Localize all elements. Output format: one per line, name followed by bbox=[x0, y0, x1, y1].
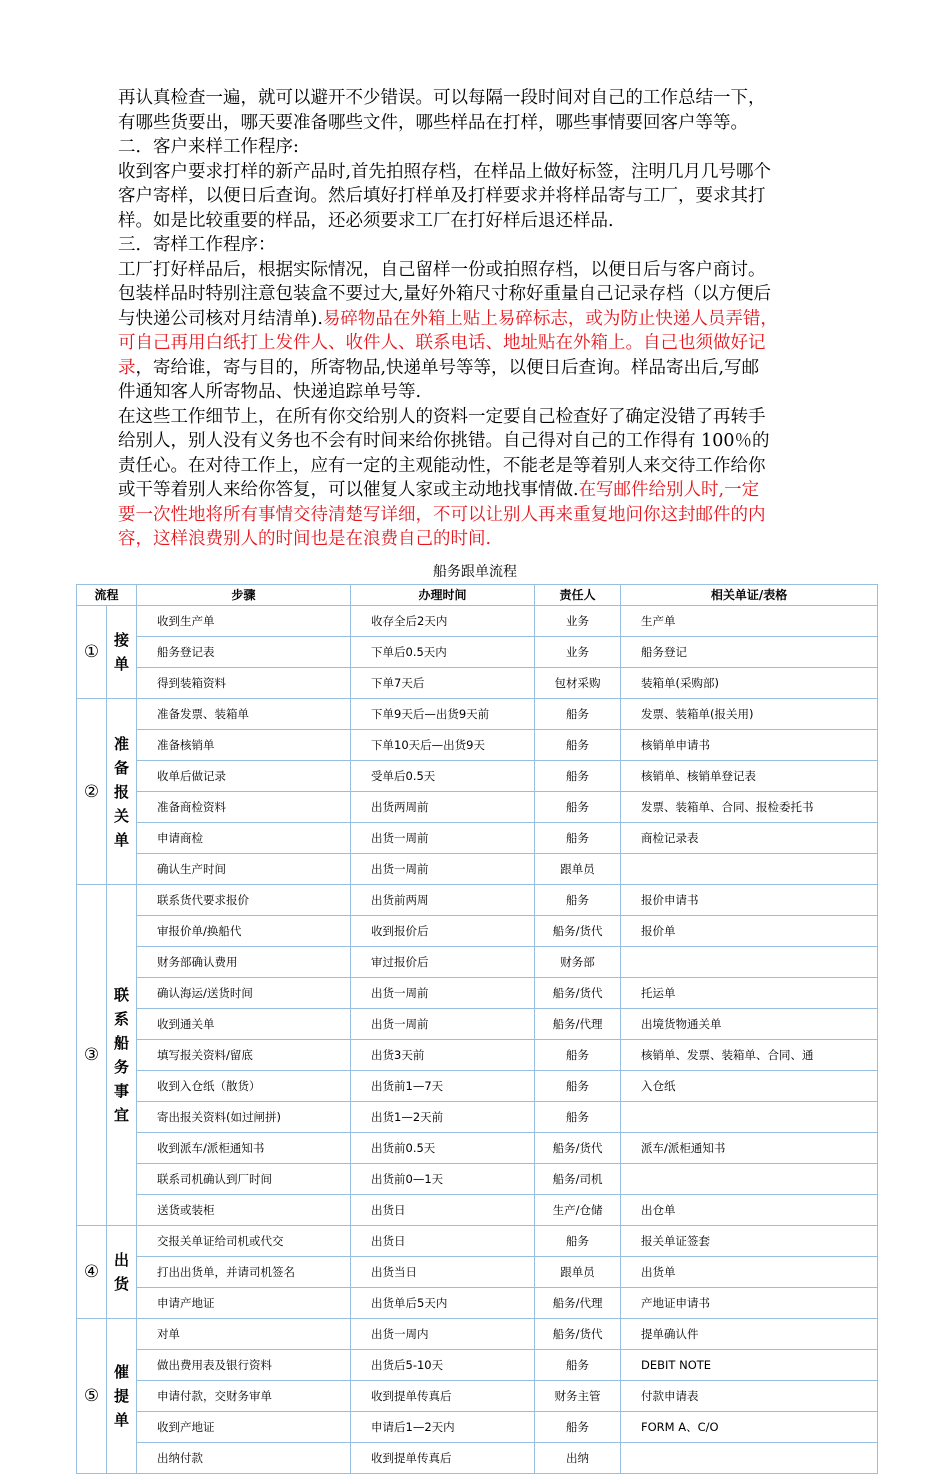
docs-cell: 提单确认件 bbox=[621, 1319, 878, 1350]
table-row bbox=[77, 1040, 878, 1071]
owner-cell: 船务 bbox=[535, 699, 621, 730]
table-row bbox=[77, 668, 878, 699]
owner-cell: 船务 bbox=[535, 1412, 621, 1443]
step-cell: 确认海运/送货时间 bbox=[137, 978, 351, 1009]
body-text: 再认真检查一遍，就可以避开不少错误。可以每隔一段时间对自己的工作总结一下， bbox=[118, 88, 766, 108]
time-cell: 出货前1—7天 bbox=[351, 1071, 535, 1102]
owner-cell: 包材采购 bbox=[535, 668, 621, 699]
docs-cell: 产地证申请书 bbox=[621, 1288, 878, 1319]
body-text: 收到客户要求打样的新产品时,首先拍照存档，在样品上做好标签，注明几月几号哪个 bbox=[118, 161, 772, 182]
owner-cell: 船务 bbox=[535, 1350, 621, 1381]
docs-cell: 发票、装箱单(报关用) bbox=[621, 699, 878, 730]
time-cell: 出货日 bbox=[351, 1195, 535, 1226]
paragraph-line bbox=[118, 356, 838, 381]
owner-cell: 船务 bbox=[535, 792, 621, 823]
time-cell: 出货1—2天前 bbox=[351, 1102, 535, 1133]
table-row bbox=[77, 1443, 878, 1474]
owner-cell: 出纳 bbox=[535, 1443, 621, 1474]
stage-name-text: 接单 bbox=[114, 631, 130, 673]
stage-number: ① bbox=[77, 606, 107, 699]
step-cell: 准备发票、装箱单 bbox=[137, 699, 351, 730]
time-cell: 出货一周前 bbox=[351, 823, 535, 854]
owner-cell: 船务 bbox=[535, 885, 621, 916]
docs-cell: 生产单 bbox=[621, 606, 878, 637]
header-time: 办理时间 bbox=[351, 585, 535, 606]
body-text: 样。如是比较重要的样品，还必须要求工厂在打好样后退还样品. bbox=[118, 210, 614, 231]
stage-name bbox=[107, 885, 137, 1226]
body-text: 或干等着别人来给你答复，可以催复人家或主动地找事情做. bbox=[118, 480, 579, 500]
owner-cell: 跟单员 bbox=[535, 854, 621, 885]
table-row bbox=[77, 1071, 878, 1102]
highlight-text: 易碎物品在外箱上贴上易碎标志，或为防止快递人员弄错， bbox=[322, 308, 778, 329]
owner-cell: 财务部 bbox=[535, 947, 621, 978]
table-row bbox=[77, 637, 878, 668]
table-row bbox=[77, 730, 878, 761]
time-cell: 出货前0.5天 bbox=[351, 1133, 535, 1164]
body-text: 客户寄样，以便日后查询。然后填好打样单及打样要求并将样品寄与工厂，要求其打 bbox=[118, 186, 766, 206]
time-cell: 出货一周内 bbox=[351, 1319, 535, 1350]
paragraph-line bbox=[118, 478, 838, 503]
docs-cell: 报关单证签套 bbox=[621, 1226, 878, 1257]
table-body bbox=[77, 606, 878, 1474]
time-cell: 审过报价后 bbox=[351, 947, 535, 978]
owner-cell: 生产/仓储 bbox=[535, 1195, 621, 1226]
paragraph-line bbox=[118, 86, 838, 111]
paragraph-line bbox=[118, 160, 838, 185]
stage-name bbox=[107, 606, 137, 699]
paragraph-line bbox=[118, 527, 838, 552]
body-text: ，寄给谁，寄与目的，所寄物品,快递单号等等，以便日后查询。样品寄出后,写邮 bbox=[135, 357, 760, 378]
body-text: 有哪些货要出，哪天要准备哪些文件，哪些样品在打样，哪些事情要回客户等等。 bbox=[118, 112, 748, 133]
step-cell: 船务登记表 bbox=[137, 637, 351, 668]
step-cell: 收到派车/派柜通知书 bbox=[137, 1133, 351, 1164]
paragraph-line bbox=[118, 282, 838, 307]
docs-cell: 出货单 bbox=[621, 1257, 878, 1288]
stage-name bbox=[107, 1319, 137, 1474]
time-cell: 下单9天后—出货9天前 bbox=[351, 699, 535, 730]
body-text: 在这些工作细节上，在所有你交给别人的资料一定要自己检查好了确定没错了再转手 bbox=[118, 406, 766, 427]
table-row bbox=[77, 885, 878, 916]
body-text: 二．客户来样工作程序: bbox=[118, 137, 299, 157]
table-row bbox=[77, 1412, 878, 1443]
time-cell: 出货两周前 bbox=[351, 792, 535, 823]
paragraph-line bbox=[118, 331, 838, 356]
time-cell: 出货当日 bbox=[351, 1257, 535, 1288]
step-cell: 寄出报关资料(如过闸拼) bbox=[137, 1102, 351, 1133]
time-cell: 收到报价后 bbox=[351, 916, 535, 947]
docs-cell bbox=[621, 854, 878, 885]
paragraph-line bbox=[118, 454, 838, 479]
owner-cell: 船务/货代 bbox=[535, 1133, 621, 1164]
table-row bbox=[77, 823, 878, 854]
table-row bbox=[77, 792, 878, 823]
table-row bbox=[77, 916, 878, 947]
stage-name-text: 联系船务事宜 bbox=[114, 986, 130, 1124]
owner-cell: 财务主管 bbox=[535, 1381, 621, 1412]
highlight-text: 在写邮件给别人时,一定 bbox=[578, 480, 760, 500]
time-cell: 收存全后2天内 bbox=[351, 606, 535, 637]
docs-cell: 发票、装箱单、合同、报检委托书 bbox=[621, 792, 878, 823]
step-cell: 收到产地证 bbox=[137, 1412, 351, 1443]
table-row bbox=[77, 1226, 878, 1257]
step-cell: 得到装箱资料 bbox=[137, 668, 351, 699]
body-text: 包装样品时特别注意包装盒不要过大,量好外箱尺寸称好重量自己记录存档（以方便后 bbox=[118, 284, 772, 304]
time-cell: 出货日 bbox=[351, 1226, 535, 1257]
docs-cell: 派车/派柜通知书 bbox=[621, 1133, 878, 1164]
docs-cell: 报价单 bbox=[621, 916, 878, 947]
table-row bbox=[77, 1381, 878, 1412]
table-row bbox=[77, 1195, 878, 1226]
body-text: 三．寄样工作程序： bbox=[118, 235, 276, 255]
docs-cell: 商检记录表 bbox=[621, 823, 878, 854]
stage-name-text: 出货 bbox=[114, 1251, 130, 1293]
owner-cell: 船务/货代 bbox=[535, 916, 621, 947]
table-row bbox=[77, 1164, 878, 1195]
time-cell: 出货前两周 bbox=[351, 885, 535, 916]
time-cell: 出货一周前 bbox=[351, 854, 535, 885]
table-row bbox=[77, 1350, 878, 1381]
stage-number: ⑤ bbox=[77, 1319, 107, 1474]
paragraph-line bbox=[118, 380, 838, 405]
text-block bbox=[118, 86, 838, 552]
time-cell: 申请后1—2天内 bbox=[351, 1412, 535, 1443]
owner-cell: 船务 bbox=[535, 1226, 621, 1257]
owner-cell: 船务 bbox=[535, 730, 621, 761]
table-row bbox=[77, 699, 878, 730]
owner-cell: 船务 bbox=[535, 1040, 621, 1071]
docs-cell: 付款申请表 bbox=[621, 1381, 878, 1412]
step-cell: 确认生产时间 bbox=[137, 854, 351, 885]
table-row bbox=[77, 1288, 878, 1319]
header-owner: 责任人 bbox=[535, 585, 621, 606]
stage-number: ② bbox=[77, 699, 107, 885]
owner-cell: 船务 bbox=[535, 823, 621, 854]
body-text: 件通知客人所寄物品、快递追踪单号等. bbox=[118, 382, 422, 402]
highlight-text: 可自己再用白纸打上发件人、收件人、联系电话、地址贴在外箱上。自己也须做好记 bbox=[118, 333, 766, 353]
time-cell: 下单后0.5天内 bbox=[351, 637, 535, 668]
time-cell: 下单10天后—出货9天 bbox=[351, 730, 535, 761]
owner-cell: 船务/货代 bbox=[535, 978, 621, 1009]
shipping-flow-table bbox=[76, 584, 878, 1474]
stage-name-text: 催提单 bbox=[114, 1363, 130, 1429]
time-cell: 出货后5-10天 bbox=[351, 1350, 535, 1381]
table-row bbox=[77, 1009, 878, 1040]
step-cell: 准备核销单 bbox=[137, 730, 351, 761]
owner-cell: 船务/代理 bbox=[535, 1288, 621, 1319]
highlight-text: 容，这样浪费别人的时间也是在浪费自己的时间. bbox=[118, 529, 492, 549]
body-text: 责任心。在对待工作上，应有一定的主观能动性，不能老是等着别人来交待工作给你 bbox=[118, 455, 766, 476]
time-cell: 出货单后5天内 bbox=[351, 1288, 535, 1319]
header-process: 流程 bbox=[77, 585, 137, 606]
paragraph-line bbox=[118, 405, 838, 430]
time-cell: 收到提单传真后 bbox=[351, 1381, 535, 1412]
table-row bbox=[77, 1102, 878, 1133]
docs-cell: 出仓单 bbox=[621, 1195, 878, 1226]
owner-cell: 船务/司机 bbox=[535, 1164, 621, 1195]
paragraph-line bbox=[118, 135, 838, 160]
time-cell: 出货一周前 bbox=[351, 1009, 535, 1040]
stage-name-text: 准备报关单 bbox=[114, 734, 130, 849]
paragraph-line bbox=[118, 429, 838, 454]
docs-cell: 船务登记 bbox=[621, 637, 878, 668]
owner-cell: 船务 bbox=[535, 761, 621, 792]
table-row bbox=[77, 978, 878, 1009]
table-row bbox=[77, 1319, 878, 1350]
docs-cell bbox=[621, 1443, 878, 1474]
table-row bbox=[77, 947, 878, 978]
owner-cell: 业务 bbox=[535, 606, 621, 637]
header-step: 步骤 bbox=[137, 585, 351, 606]
docs-cell: 入仓纸 bbox=[621, 1071, 878, 1102]
docs-cell: 报价申请书 bbox=[621, 885, 878, 916]
step-cell: 对单 bbox=[137, 1319, 351, 1350]
docs-cell: FORM A、C/O bbox=[621, 1412, 878, 1443]
body-text: 给别人，别人没有义务也不会有时间来给你挑错。自己得对自己的工作得有 100％的 bbox=[118, 431, 770, 451]
paragraph-line bbox=[118, 503, 838, 528]
owner-cell: 船务/货代 bbox=[535, 1319, 621, 1350]
paragraph-line bbox=[118, 184, 838, 209]
step-cell: 送货或装柜 bbox=[137, 1195, 351, 1226]
step-cell: 收到通关单 bbox=[137, 1009, 351, 1040]
table-row bbox=[77, 854, 878, 885]
owner-cell: 业务 bbox=[535, 637, 621, 668]
owner-cell: 船务 bbox=[535, 1102, 621, 1133]
step-cell: 出纳付款 bbox=[137, 1443, 351, 1474]
docs-cell: 出境货物通关单 bbox=[621, 1009, 878, 1040]
body-text: 与快递公司核对月结清单). bbox=[118, 308, 323, 329]
docs-cell: 核销单、核销单登记表 bbox=[621, 761, 878, 792]
docs-cell bbox=[621, 947, 878, 978]
step-cell: 联系货代要求报价 bbox=[137, 885, 351, 916]
step-cell: 审报价单/换船代 bbox=[137, 916, 351, 947]
docs-cell bbox=[621, 1164, 878, 1195]
table-row bbox=[77, 761, 878, 792]
step-cell: 收到生产单 bbox=[137, 606, 351, 637]
time-cell: 出货前0—1天 bbox=[351, 1164, 535, 1195]
stage-number: ③ bbox=[77, 885, 107, 1226]
owner-cell: 跟单员 bbox=[535, 1257, 621, 1288]
paragraph-line bbox=[118, 111, 838, 136]
step-cell: 收到入仓纸（散货） bbox=[137, 1071, 351, 1102]
step-cell: 申请商检 bbox=[137, 823, 351, 854]
docs-cell: 托运单 bbox=[621, 978, 878, 1009]
step-cell: 收单后做记录 bbox=[137, 761, 351, 792]
time-cell: 下单7天后 bbox=[351, 668, 535, 699]
owner-cell: 船务 bbox=[535, 1071, 621, 1102]
docs-cell: 装箱单(采购部) bbox=[621, 668, 878, 699]
step-cell: 做出费用表及银行资料 bbox=[137, 1350, 351, 1381]
paragraph-line bbox=[118, 258, 838, 283]
paragraph-line bbox=[118, 307, 838, 332]
docs-cell: 核销单申请书 bbox=[621, 730, 878, 761]
step-cell: 打出出货单，并请司机签名 bbox=[137, 1257, 351, 1288]
step-cell: 财务部确认费用 bbox=[137, 947, 351, 978]
highlight-text: 录 bbox=[118, 357, 136, 378]
stage-name bbox=[107, 699, 137, 885]
time-cell: 出货一周前 bbox=[351, 978, 535, 1009]
step-cell: 联系司机确认到厂时间 bbox=[137, 1164, 351, 1195]
owner-cell: 船务/代理 bbox=[535, 1009, 621, 1040]
highlight-text: 要一次性地将所有事情交待清楚写详细，不可以让别人再来重复地问你这封邮件的内 bbox=[118, 504, 766, 525]
step-cell: 交报关单证给司机或代交 bbox=[137, 1226, 351, 1257]
docs-cell bbox=[621, 1102, 878, 1133]
paragraph-line bbox=[118, 209, 838, 234]
table-header-row bbox=[77, 585, 878, 606]
docs-cell: DEBIT NOTE bbox=[621, 1350, 878, 1381]
table-row bbox=[77, 606, 878, 637]
table-title: 船务跟单流程 bbox=[433, 564, 517, 580]
stage-number: ④ bbox=[77, 1226, 107, 1319]
docs-cell: 核销单、发票、装箱单、合同、通 bbox=[621, 1040, 878, 1071]
table-row bbox=[77, 1257, 878, 1288]
stage-name bbox=[107, 1226, 137, 1319]
time-cell: 收到提单传真后 bbox=[351, 1443, 535, 1474]
time-cell: 出货3天前 bbox=[351, 1040, 535, 1071]
step-cell: 申请产地证 bbox=[137, 1288, 351, 1319]
step-cell: 准备商检资料 bbox=[137, 792, 351, 823]
table-row bbox=[77, 1133, 878, 1164]
time-cell: 受单后0.5天 bbox=[351, 761, 535, 792]
header-docs: 相关单证/表格 bbox=[621, 585, 878, 606]
step-cell: 申请付款，交财务审单 bbox=[137, 1381, 351, 1412]
paragraph-line bbox=[118, 233, 838, 258]
step-cell: 填写报关资料/留底 bbox=[137, 1040, 351, 1071]
body-text: 工厂打好样品后，根据实际情况，自己留样一份或拍照存档，以便日后与客户商讨。 bbox=[118, 259, 766, 280]
